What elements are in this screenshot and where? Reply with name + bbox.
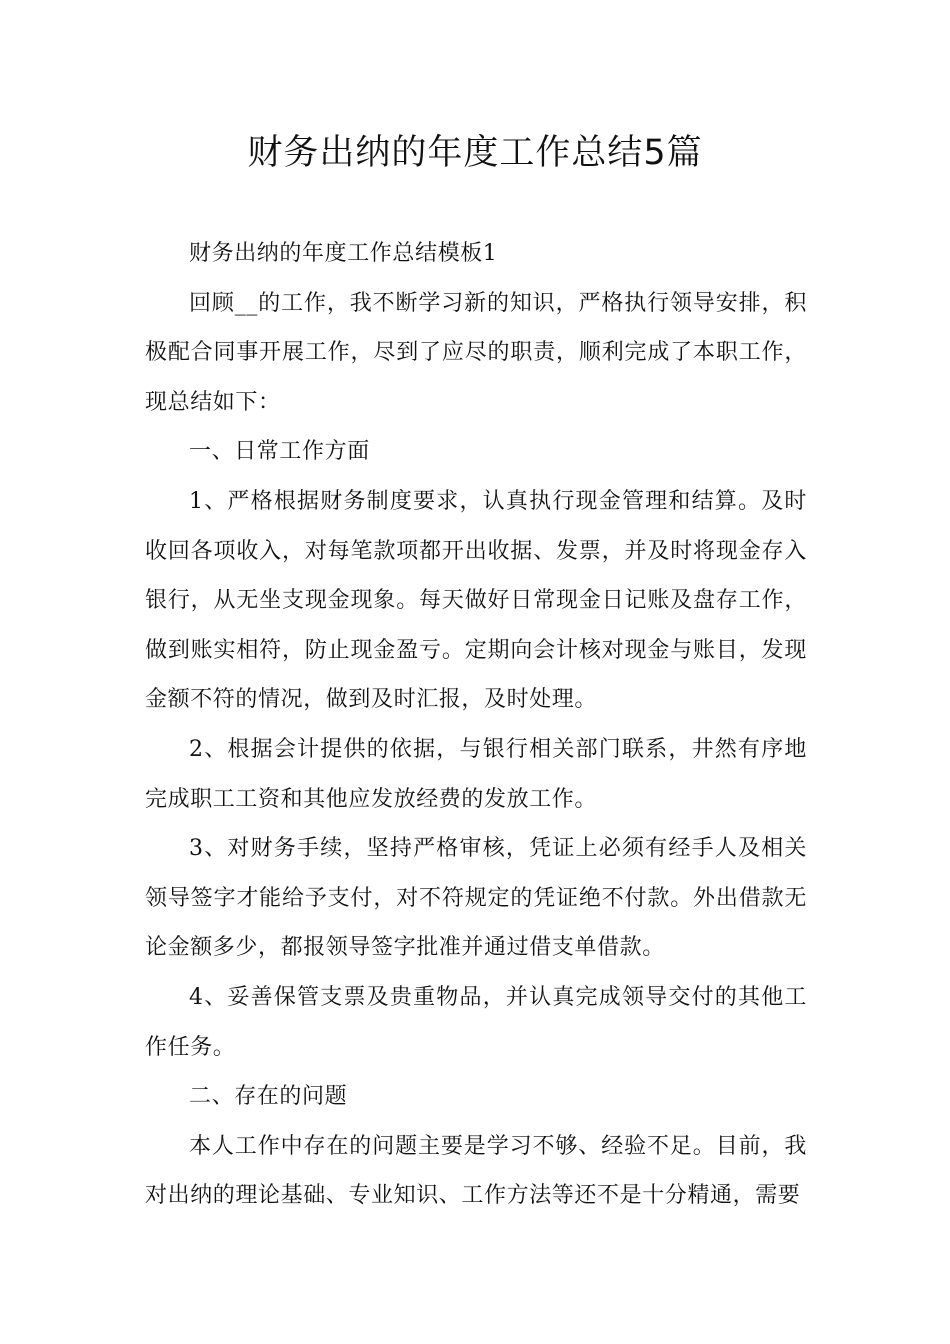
paragraph-problems: 本人工作中存在的问题主要是学习不够、经验不足。目前，我对出纳的理论基础、专业知识、工作方法等还不是十分精通，需要	[145, 1133, 807, 1209]
section-heading-problems: 二、存在的问题	[189, 1084, 348, 1110]
paragraph-template-heading: 财务出纳的年度工作总结模板1	[189, 241, 498, 266]
section-heading-daily-work: 一、日常工作方面	[189, 439, 370, 465]
paragraph-item-3: 3、对财务手续，坚持严格审核，凭证上必须有经手人及相关领导签字才能给予支付，对不符规定的凭证绝不付款。外出借款无论金额多少，都报领导签字批准并通过借支单借款。	[145, 836, 807, 961]
document-title: 财务出纳的年度工作总结5篇	[247, 133, 703, 173]
paragraph-intro: 回顾__的工作，我不断学习新的知识，严格执行领导安排，积极配合同事开展工作，尽到了应尽的职责，顺利完成了本职工作，现总结如下：	[145, 290, 807, 415]
paragraph-item-2: 2、根据会计提供的依据，与银行相关部门联系，井然有序地完成职工工资和其他应发放经费的发放工作。	[145, 736, 807, 812]
document-body	[145, 229, 807, 1221]
paragraph-item-4: 4、妥善保管支票及贵重物品，并认真完成领导交付的其他工作任务。	[145, 984, 807, 1060]
paragraph-item-1: 1、严格根据财务制度要求，认真执行现金管理和结算。及时收回各项收入，对每笔款项都开出收据、发票，并及时将现金存入银行，从无坐支现金现象。每天做好日常现金日记账及盘存工作，做到账实相符，防止现金盈亏。定期向会计核对现金与账目，发现金额不符的情况，做到及时汇报，及时处理。	[145, 488, 807, 713]
